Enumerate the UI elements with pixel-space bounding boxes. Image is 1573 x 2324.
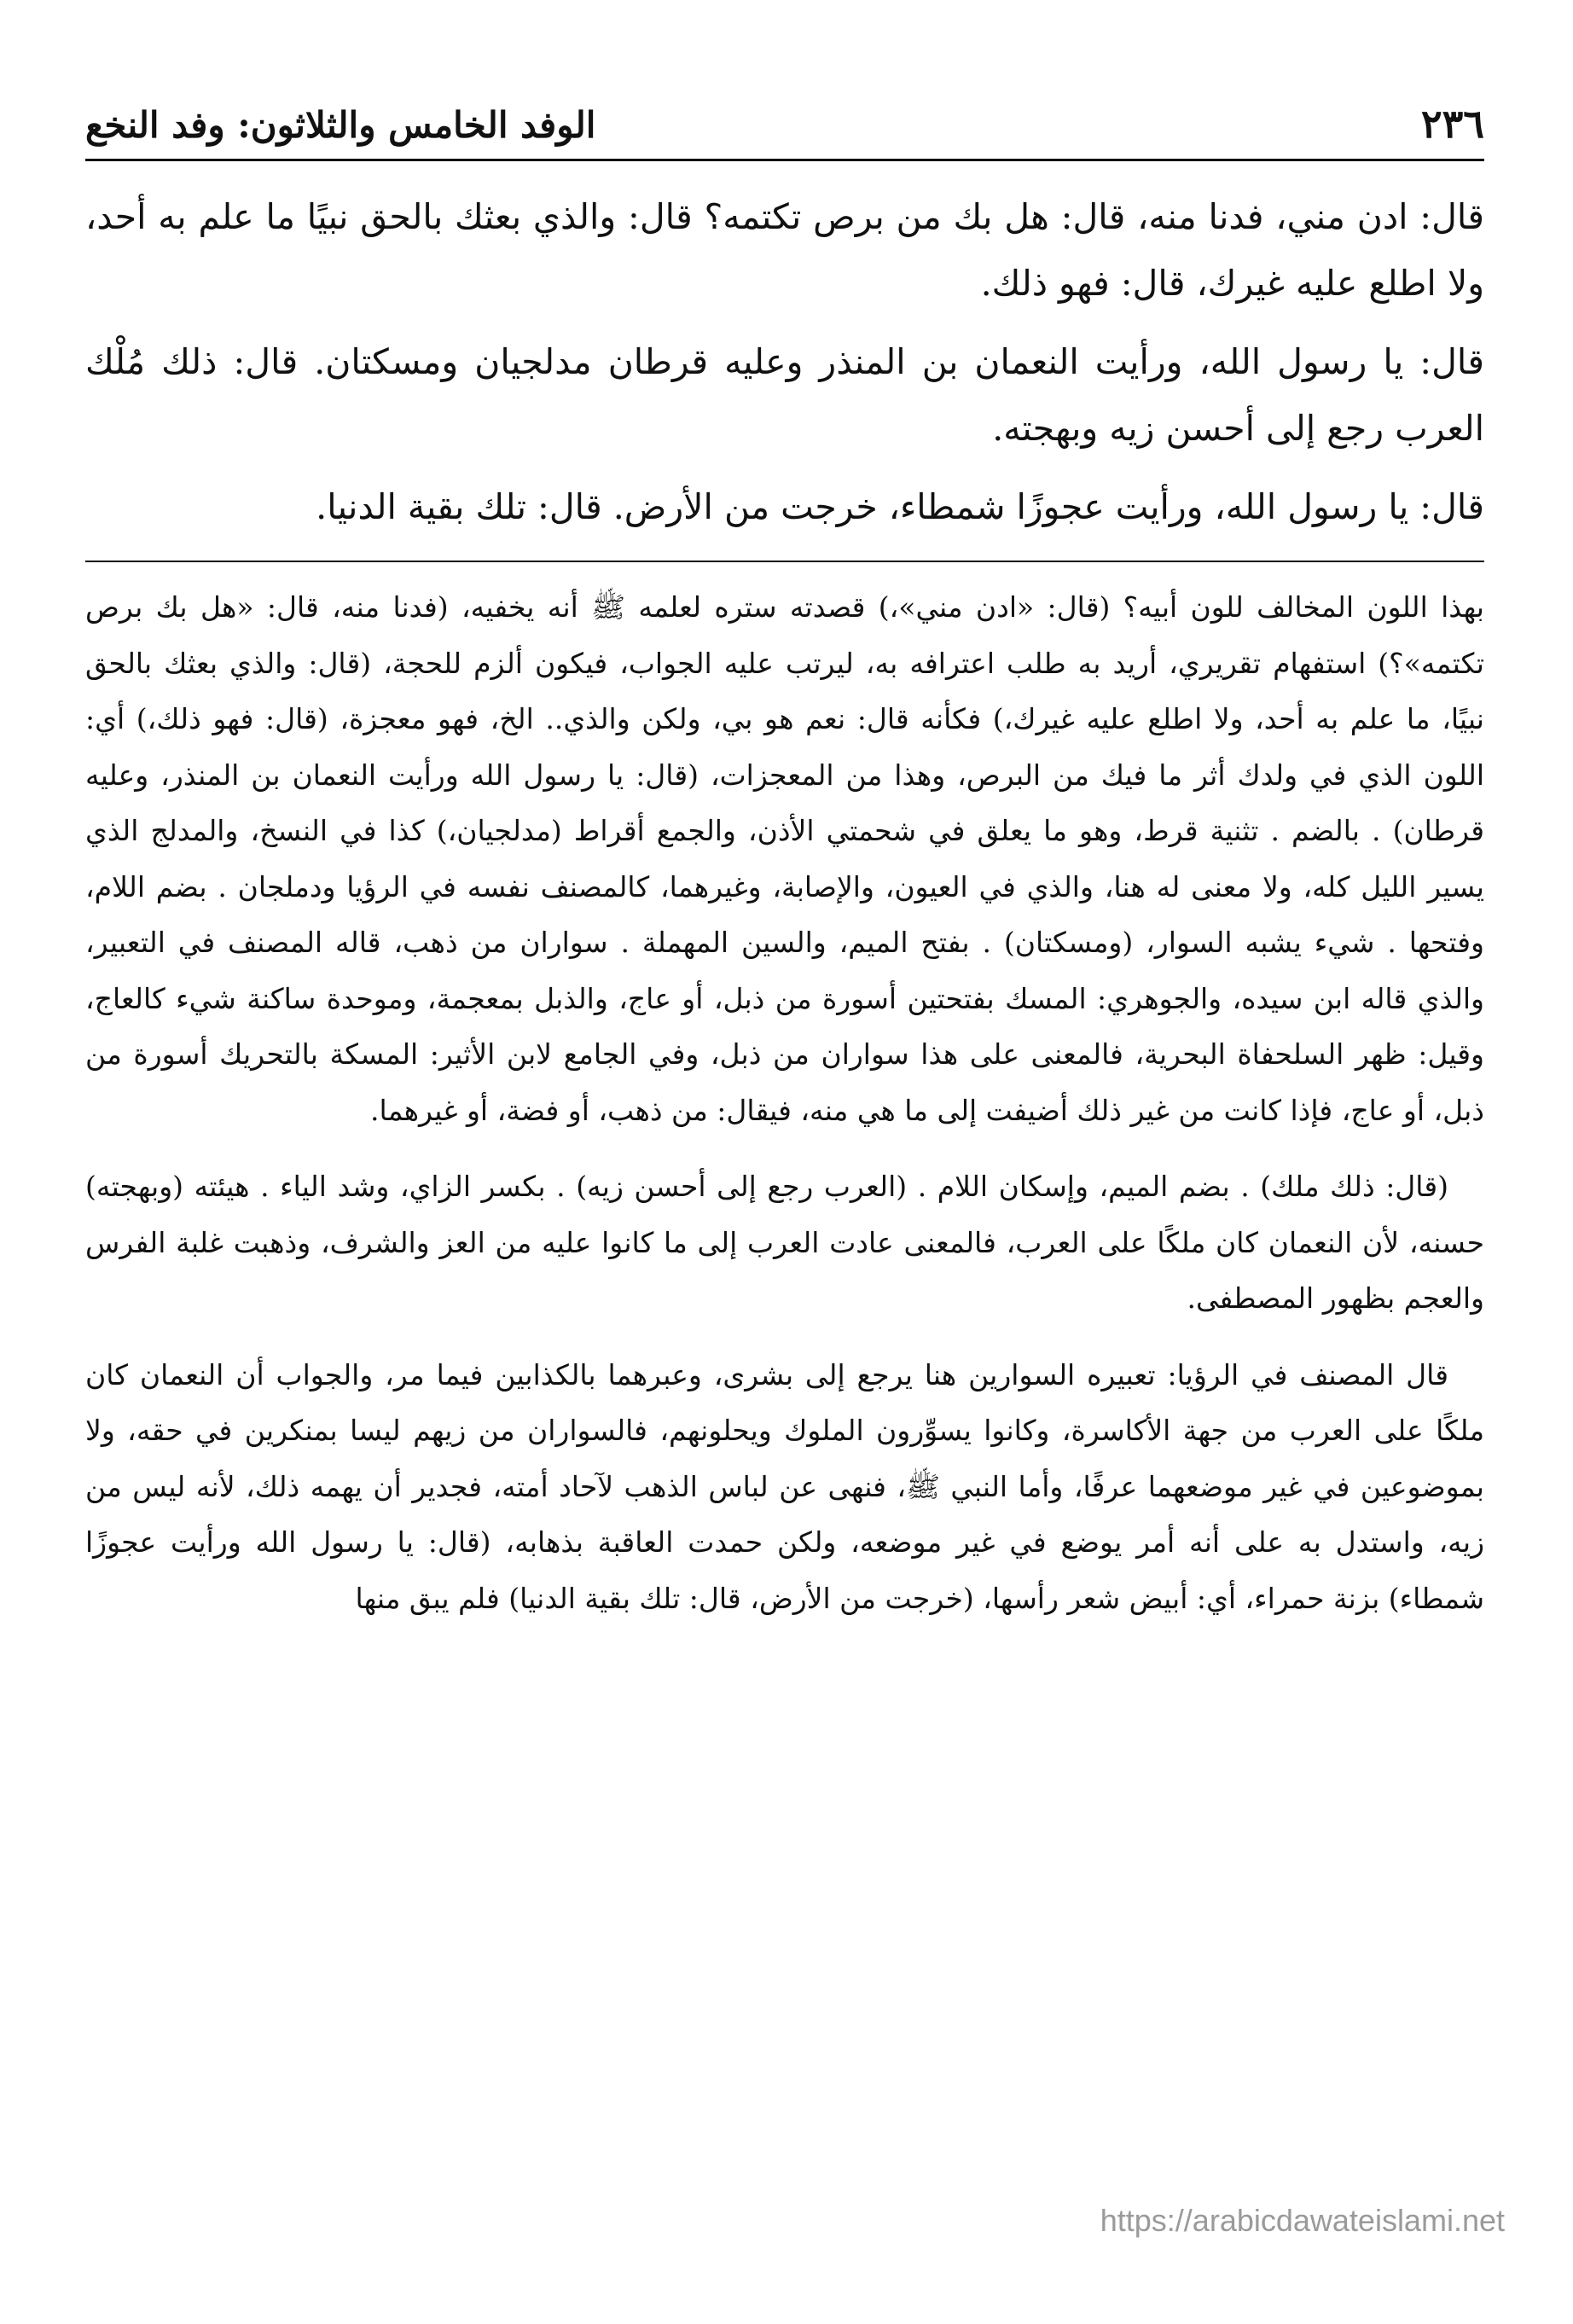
main-paragraph: قال: يا رسول الله، ورأيت النعمان بن المنذر وعليه قرطان مدلجيان ومسكتان. قال: ذلك مُلْك العرب رجع إلى أحسن زيه وبهجته.	[85, 341, 1484, 449]
page-number: ٢٣٦	[1420, 101, 1484, 147]
main-paragraph: قال: ادن مني، فدنا منه، قال: هل بك من برص تكتمه؟ قال: والذي بعثك بالحق نبيًا ما علم به أحد، ولا اطلع عليه غيرك، قال: فهو ذلك.	[85, 196, 1484, 304]
commentary-paragraph: بهذا اللون المخالف للون أبيه؟ (قال: «ادن مني»،) قصدته ستره لعلمه ﷺ أنه يخفيه، (فدنا منه، قال: «هل بك برص تكتمه»؟) استفهام تقريري، أريد به طلب اعترافه به، ليرتب عليه الجواب، فيكون ألزم للحجة، (قال: والذي بعثك بالحق نبيًا، ما علم به أحد، ولا اطلع عليه غيرك،) فكأنه قال: نعم هو بي، ولكن والذي.. الخ، فهو معجزة، (قال: فهو ذلك،) أي: اللون الذي في ولدك أثر ما فيك من البرص، وهذا من المعجزات، (قال: يا رسول الله ورأيت النعمان بن المنذر، وعليه قرطان) . بالضم . تثنية قرط، وهو ما يعلق في شحمتي الأذن، والجمع أقراط (مدلجيان،) كذا في النسخ، والمدلج الذي يسير الليل كله، ولا معنى له هنا، والذي في العيون، والإصابة، وغيرهما، كالمصنف نفسه في الرؤيا ودملجان . بضم اللام، وفتحها . شيء يشبه السوار، (ومسكتان) . بفتح الميم، والسين المهملة . سواران من ذهب، قاله المصنف في التعبير، والذي قاله ابن سيده، والجوهري: المسك بفتحتين أسورة من ذبل، أو عاج، والذبل بمعجمة، وموحدة ساكنة شيء كالعاج، وقيل: ظهر السلحفاة البحرية، فالمعنى على هذا سواران من ذبل، وفي الجامع لابن الأثير: المسكة بالتحريك أسورة من ذبل، أو عاج، فإذا كانت من غير ذلك أضيفت إلى ما هي منه، فيقال: من ذهب، أو فضة، أو غيرهما.	[85, 590, 1484, 1127]
book-page	[85, 94, 1484, 1647]
site-watermark: https://arabicdawateislami.net	[1100, 2203, 1505, 2238]
running-title: الوفد الخامس والثلاثون: وفد النخع	[85, 104, 596, 146]
running-header	[85, 94, 1484, 154]
commentary-divider	[85, 561, 1484, 562]
main-paragraph: قال: يا رسول الله، ورأيت عجوزًا شمطاء، خرجت من الأرض. قال: تلك بقية الدنيا.	[316, 486, 1484, 527]
main-text	[85, 183, 1484, 540]
commentary-paragraph: قال المصنف في الرؤيا: تعبيره السوارين هنا يرجع إلى بشرى، وعبرهما بالكذابين فيما مر، والجواب أن النعمان كان ملكًا على العرب من جهة الأكاسرة، وكانوا يسوِّرون الملوك ويحلونهم، فالسواران من زيهم ليسا بمنكرين في حقه، ولا بموضوعين في غير موضعهما عرفًا، وأما النبي ﷺ، فنهى عن لباس الذهب لآحاد أمته، فجدير أن يهمه ذلك، لأنه ليس من زيه، واستدل به على أنه أمر يوضع في غير موضعه، ولكن حمدت العاقبة بذهابه، (قال: يا رسول الله ورأيت عجوزًا شمطاء) بزنة حمراء، أي: أبيض شعر رأسها، (خرجت من الأرض، قال: تلك بقية الدنيا) فلم يبق منها	[85, 1357, 1484, 1615]
header-rule	[85, 159, 1484, 161]
commentary-paragraph: (قال: ذلك ملك) . بضم الميم، وإسكان اللام . (العرب رجع إلى أحسن زيه) . بكسر الزاي، وشد الياء . هيئته (وبهجته) حسنه، لأن النعمان كان ملكًا على العرب، فالمعنى عادت العرب إلى ما كانوا عليه من العز والشرف، وذهبت غلبة الفرس والعجم بظهور المصطفى.	[85, 1170, 1484, 1315]
commentary-text	[85, 579, 1484, 1626]
